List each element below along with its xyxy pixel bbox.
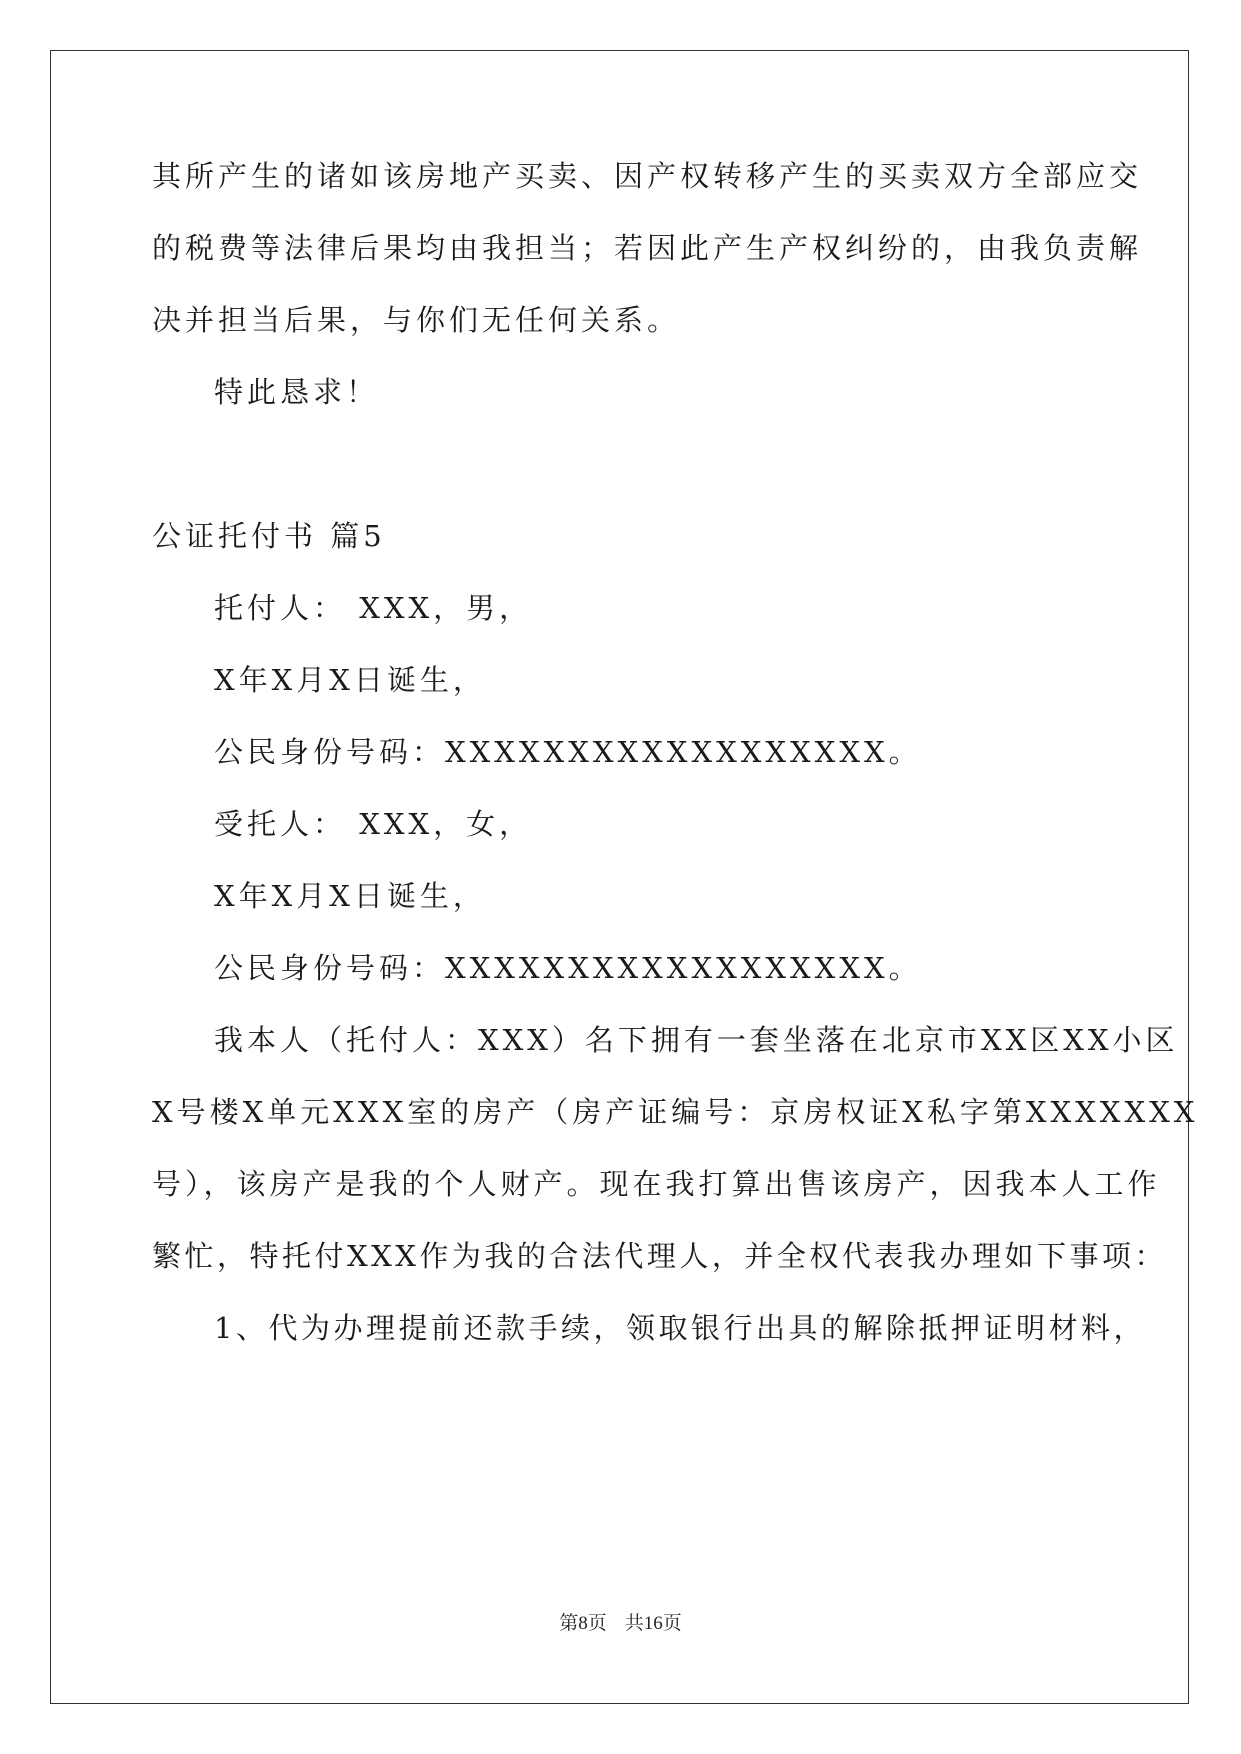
section-title: 公证托付书 篇5 bbox=[152, 519, 386, 553]
page-number: 第8页 bbox=[559, 1613, 607, 1634]
agent-name: 受托人： XXX，女， bbox=[214, 807, 533, 841]
principal-name: 托付人： XXX，男， bbox=[214, 591, 533, 625]
page-footer bbox=[0, 1612, 1241, 1636]
body-paragraph-line: X号楼X单元XXX室的房产（房产证编号：京房权证X私字第XXXXXXX bbox=[152, 1095, 1199, 1129]
principal-id: 公民身份号码：XXXXXXXXXXXXXXXXXX。 bbox=[214, 735, 922, 769]
principal-birth: X年X月X日诞生， bbox=[214, 663, 486, 697]
agent-id: 公民身份号码：XXXXXXXXXXXXXXXXXX。 bbox=[214, 951, 922, 985]
body-paragraph-line: 繁忙，特托付XXX作为我的合法代理人，并全权代表我办理如下事项： bbox=[152, 1239, 1167, 1273]
page-total: 共16页 bbox=[624, 1613, 682, 1634]
item-1: 1、代为办理提前还款手续，领取银行出具的解除抵押证明材料， bbox=[214, 1311, 1146, 1345]
body-paragraph-line: 我本人（托付人：XXX）名下拥有一套坐落在北京市XX区XX小区 bbox=[214, 1023, 1179, 1057]
agent-birth: X年X月X日诞生， bbox=[214, 879, 486, 913]
paragraph-line: 决并担当后果，与你们无任何关系。 bbox=[152, 303, 681, 337]
closing-line: 特此恳求！ bbox=[214, 375, 380, 409]
body-paragraph-line: 号），该房产是我的个人财产。现在我打算出售该房产，因我本人工作 bbox=[152, 1167, 1161, 1201]
paragraph-line: 其所产生的诸如该房地产买卖、因产权转移产生的买卖双方全部应交 bbox=[152, 159, 1143, 193]
paragraph-line: 的税费等法律后果均由我担当；若因此产生产权纠纷的，由我负责解 bbox=[152, 231, 1143, 265]
